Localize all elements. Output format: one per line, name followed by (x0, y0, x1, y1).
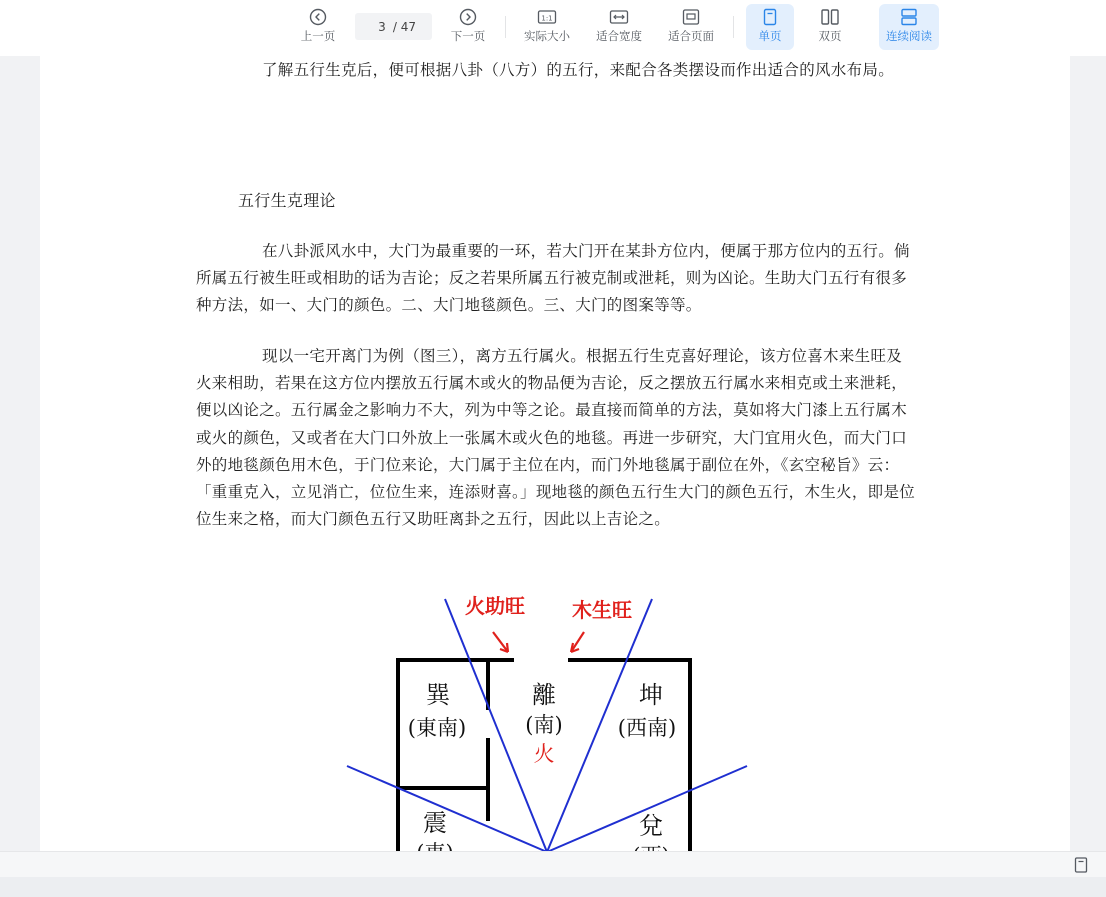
label-fire-support: 火助旺 (465, 594, 525, 618)
svg-text:1:1: 1:1 (541, 14, 553, 23)
actual-size-label: 实际大小 (524, 29, 570, 43)
chevron-right-circle-icon (459, 8, 477, 26)
paragraph-2: 现以一宅开离门为例（图三），离方五行属火。根据五行生克喜好理论，该方位喜木来生旺及火来相助，若果在这方位内摆放五行属木或火的物品便为吉论，反之摆放五行属水来相克或土来泄耗，便以凶论之。五行属金之影响力不大，列为中等之论。最直接而简单的方法，莫如将大门漆上五行属木或火的颜色，又或者在大门口外放上一张属木或火色的地毯。再进一步研究，大门宜用火色，而大门口外的地毯颜色用木色，于门位来论，大门属于主位在内，而门外地毯属于副位在外，《玄空秘旨》云：「重重克入，立见消亡，位位生来，连添财喜。」现地毯的颜色五行生大门的颜色五行，木生火，即是位位生来之格，而大门颜色五行又助旺离卦之五行，因此以上吉论之。 (196, 347, 916, 529)
section-heading: 五行生克理论 (238, 191, 336, 210)
double-page-label: 双页 (818, 29, 842, 43)
next-page-label: 下一页 (450, 29, 486, 43)
prev-page-button[interactable] (282, 4, 354, 50)
toolbar-divider (505, 16, 506, 38)
document-page (40, 56, 1070, 851)
direction-south: (南) (525, 713, 563, 737)
direction-southwest: (西南) (617, 716, 677, 740)
bottom-strip (0, 877, 1106, 897)
trigram-li: 離 (532, 681, 556, 709)
fit-page-button[interactable] (655, 4, 727, 50)
toolbar (0, 0, 1106, 56)
fit-width-icon (609, 8, 629, 26)
direction-southeast: (東南) (407, 716, 467, 740)
page-number-input[interactable] (371, 20, 393, 34)
trigram-xun: 巽 (426, 681, 450, 709)
fit-width-button[interactable] (583, 4, 655, 50)
actual-size-icon (537, 8, 557, 26)
single-page-icon (761, 8, 779, 26)
element-fire: 火 (533, 742, 555, 766)
actual-size-button[interactable] (511, 4, 583, 50)
trigram-zhen: 震 (423, 809, 447, 837)
page-total: / 47 (392, 19, 417, 34)
prev-page-label: 上一页 (300, 29, 336, 43)
label-wood-generate: 木生旺 (572, 598, 632, 622)
fit-page-icon (681, 8, 701, 26)
continuous-reading-label: 连续阅读 (886, 29, 932, 43)
double-page-button[interactable] (806, 4, 854, 50)
trigram-dui: 兌 (639, 812, 663, 840)
fit-page-label: 适合页面 (668, 29, 714, 43)
single-page-button[interactable] (746, 4, 794, 50)
bagua-door-diagram (340, 594, 760, 854)
chevron-left-circle-icon (309, 8, 327, 26)
next-page-button[interactable] (432, 4, 504, 50)
trigram-kun: 坤 (639, 681, 663, 709)
status-bar (0, 851, 1106, 878)
paragraph-1: 在八卦派风水中，大门为最重要的一环，若大门开在某卦方位内，便属于那方位内的五行。倘所属五行被生旺或相助的话为吉论；反之若果所属五行被克制或泄耗，则为凶论。生助大门五行有很多种方法，如一、大门的颜色。二、大门地毯颜色。三、大门的图案等等。 (196, 242, 910, 315)
page-indicator (355, 13, 432, 40)
intro-paragraph: 了解五行生克后，便可根据八卦（八方）的五行，来配合各类摆设而作出适合的风水布局。 (262, 61, 895, 79)
fit-width-label: 适合宽度 (596, 29, 642, 43)
double-page-icon (820, 8, 840, 26)
continuous-reading-button[interactable] (879, 4, 939, 50)
page-view-icon[interactable] (1074, 857, 1088, 873)
continuous-reading-icon (899, 8, 919, 26)
single-page-label: 单页 (758, 29, 782, 43)
toolbar-divider (733, 16, 734, 38)
